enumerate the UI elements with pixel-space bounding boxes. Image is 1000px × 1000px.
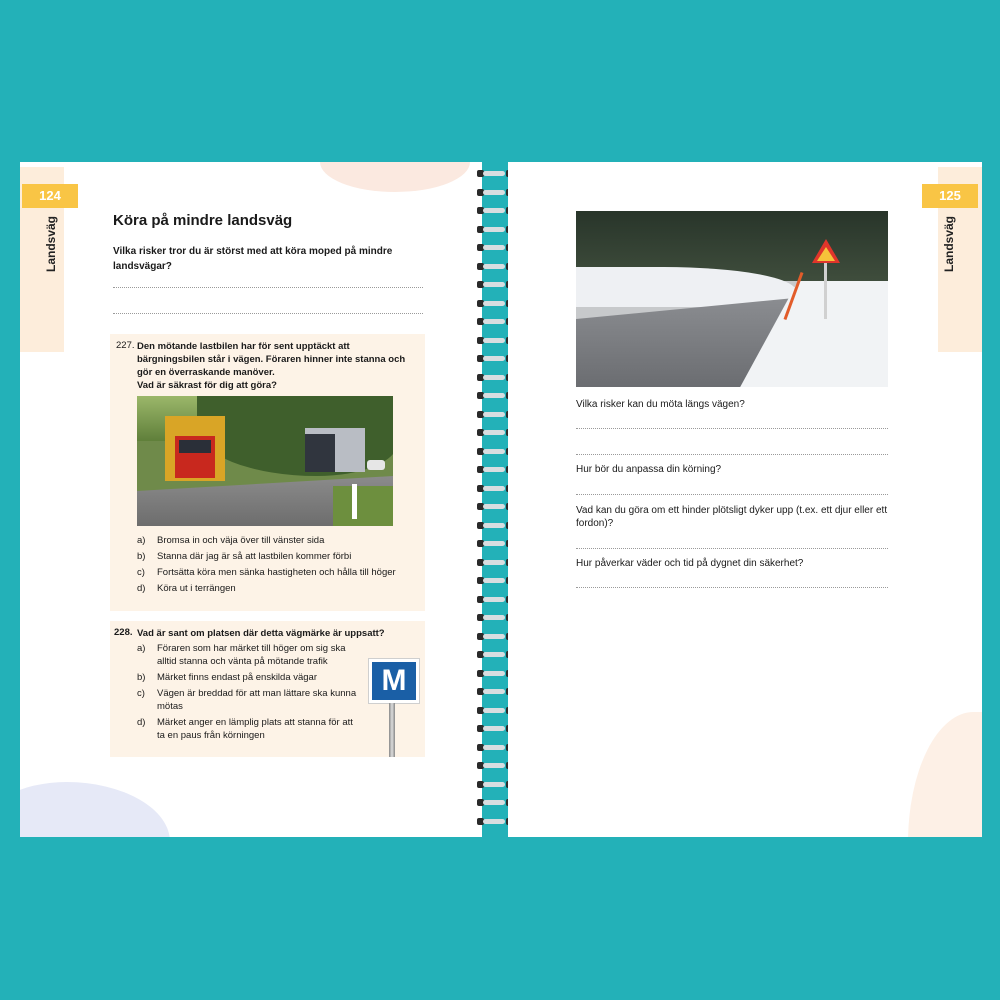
option-c[interactable] [137, 566, 407, 579]
options-list [137, 534, 407, 598]
option-letter: d) [137, 717, 146, 728]
intro-question: Vilka risker tror du är störst med att köra moped på mindre landsvägar? [113, 246, 393, 272]
option-letter: b) [137, 672, 146, 683]
answer-line [576, 548, 888, 549]
option-d[interactable] [137, 582, 407, 595]
option-text: Bromsa in och väja över till vänster sida [157, 535, 325, 546]
option-letter: a) [137, 643, 146, 654]
sign-pole [389, 703, 395, 757]
option-letter: b) [137, 551, 146, 562]
meeting-place-sign [369, 659, 419, 757]
option-c[interactable] [137, 687, 362, 713]
side-label: Landsväg [942, 215, 956, 272]
option-letter: a) [137, 535, 146, 546]
question-text [137, 340, 417, 392]
question-number: 228. [114, 627, 133, 638]
question-number: 227. [116, 340, 135, 351]
option-text: Vägen är breddad för att man lättare ska kunna mötas [157, 688, 357, 712]
left-page [20, 162, 482, 837]
option-text: Märket finns endast på enskilda vägar [157, 672, 318, 683]
sign-plate: M [369, 659, 419, 703]
option-text: Köra ut i terrängen [157, 583, 236, 594]
question-risks: Vilka risker kan du möta längs vägen? [576, 399, 745, 410]
question-228-box [110, 621, 425, 757]
right-page [508, 162, 982, 837]
option-text: Fortsätta köra men sänka hastigheten och hålla till höger [157, 567, 396, 578]
option-letter: c) [137, 567, 145, 578]
page-number: 124 [22, 184, 78, 208]
page-number: 125 [922, 184, 978, 208]
decorative-blob [908, 712, 982, 837]
question-adapt: Hur bör du anpassa din körning? [576, 464, 722, 475]
option-a[interactable] [137, 642, 362, 668]
option-letter: c) [137, 688, 145, 699]
option-text: Märket anger en lämplig plats att stanna för att ta en paus från körningen [157, 717, 353, 741]
question-text: Vad är sant om platsen där detta vägmärke är uppsatt? [137, 628, 385, 639]
answer-line [576, 428, 888, 429]
option-d[interactable] [137, 716, 362, 742]
question-prompt: Vad är säkrast för dig att göra? [137, 380, 277, 391]
spiral-binding [482, 162, 508, 837]
option-text: Stanna där jag är så att lastbilen kommer förbi [157, 551, 352, 562]
question-body: Den mötande lastbilen har för sent upptäckt att bärgningsbilen står i vägen. Föraren hinner inte stanna och gör en överraskande manöver. [137, 341, 406, 378]
answer-line [113, 313, 423, 314]
decorative-blob [20, 782, 170, 837]
option-text: Föraren som har märket till höger om sig ska alltid stanna och vänta på mötande trafik [157, 643, 346, 667]
truck-photo [137, 396, 393, 526]
answer-line [113, 287, 423, 288]
options-list [137, 642, 362, 745]
option-b[interactable] [137, 550, 407, 563]
decorative-blob [320, 162, 470, 192]
answer-line [576, 494, 888, 495]
road-photo [576, 211, 888, 387]
question-obstacle: Vad kan du göra om ett hinder plötsligt dyker upp (t.ex. ett djur eller ett fordon)? [576, 505, 888, 529]
option-a[interactable] [137, 534, 407, 547]
option-b[interactable] [137, 671, 362, 684]
answer-line [576, 454, 888, 455]
question-weather: Hur påverkar väder och tid på dygnet din säkerhet? [576, 558, 804, 569]
question-227-box [110, 334, 425, 611]
page-title: Köra på mindre landsväg [113, 212, 293, 229]
side-label: Landsväg [44, 215, 58, 272]
answer-line [576, 587, 888, 588]
option-letter: d) [137, 583, 146, 594]
